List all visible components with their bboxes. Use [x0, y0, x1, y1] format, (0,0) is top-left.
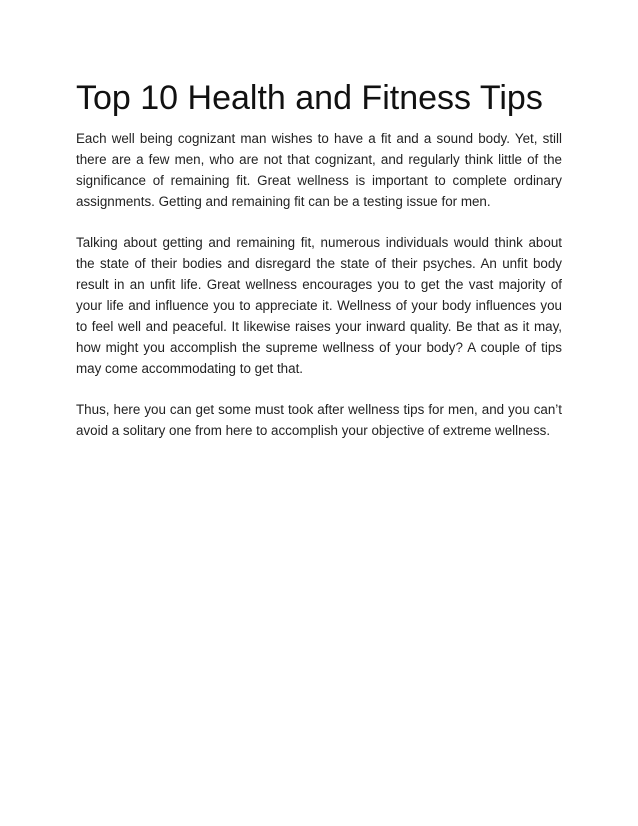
- document-title: Top 10 Health and Fitness Tips: [76, 79, 543, 117]
- document-page: [76, 78, 562, 461]
- paragraph-body: Talking about getting and remaining fit, numerous individuals would think about the state of their bodies and disregard the state of their psyches. An unfit body result in an unfit life. Great wellness encourages you to get the vast majority of your life and influence you to appreciate it. Wellness of your body influences you to feel well and peaceful. It likewise raises your inward quality. Be that as it may, how might you accomplish the supreme wellness of your body? A couple of tips may come accommodating to get that.: [76, 235, 562, 376]
- paragraph-conclusion: Thus, here you can get some must took after wellness tips for men, and you can’t avoid a solitary one from here to accomplish your objective of extreme wellness.: [76, 402, 562, 438]
- paragraph-intro: Each well being cognizant man wishes to have a fit and a sound body. Yet, still there are a few men, who are not that cognizant, and regularly think little of the significance of remaining fit. Great wellness is important to complete ordinary assignments. Getting and remaining fit can be a testing issue for men.: [76, 131, 562, 209]
